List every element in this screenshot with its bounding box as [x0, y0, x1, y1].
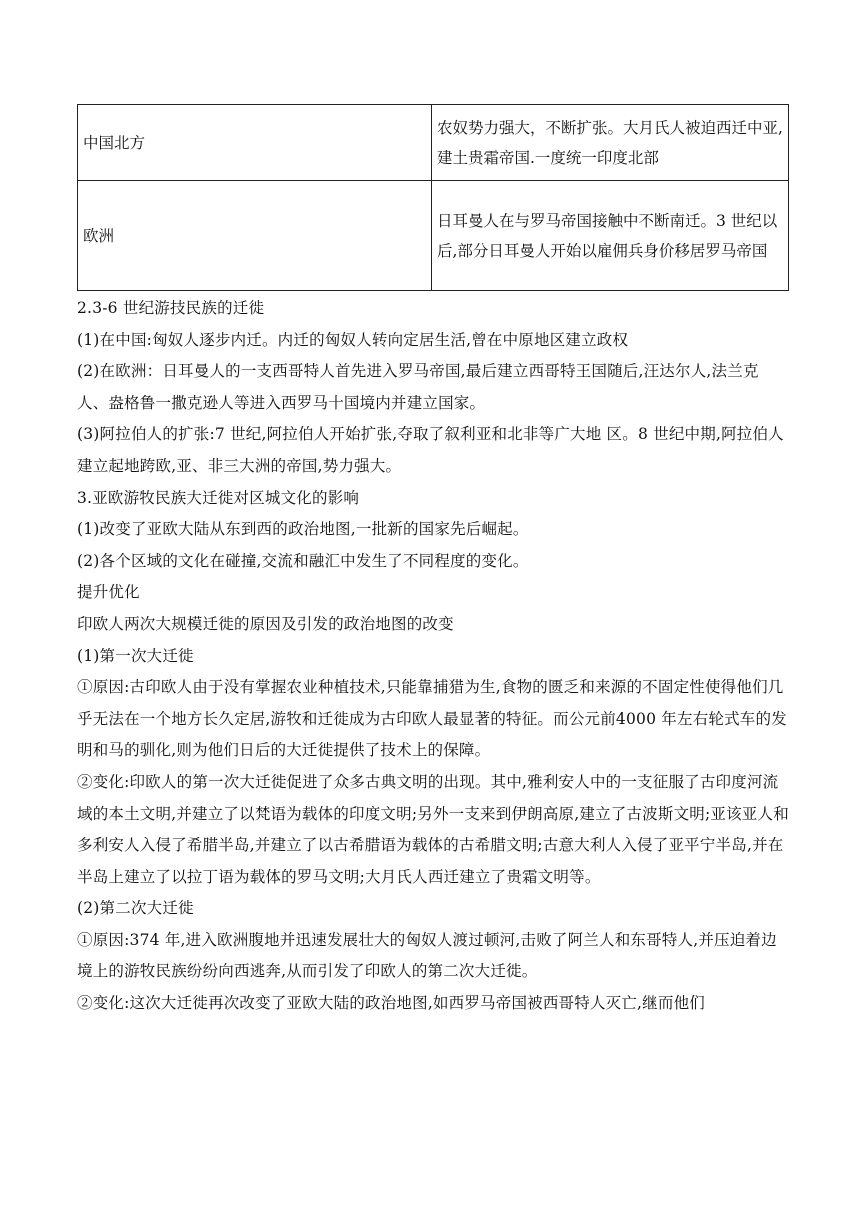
paragraph: (1)在中国:匈奴人逐步内迁。内迁的匈奴人转向定居生活,曾在中原地区建立政权	[77, 330, 629, 349]
paragraph: ②变化:这次大迁徙再次改变了亚欧大陆的政治地图,如西罗马帝国被西哥特人灭亡,继而他们	[77, 994, 705, 1013]
paragraph: (2)在欧洲：日耳曼人的一支西哥特人首先进入罗马帝国,最后建立西哥特王国随后,汪达尔人,法兰克人、盎格鲁一撒克逊人等进入西罗马十国境内并建立国家。	[77, 362, 759, 412]
table-cell-region: 中国北方	[78, 105, 432, 181]
document-page	[77, 104, 789, 1020]
paragraph: (3)阿拉伯人的扩张:7 世纪,阿拉伯人开始扩张,夺取了叙利亚和北非等广大地 区。8 世纪中期,阿拉伯人建立起地跨欧,亚、非三大洲的帝国,势力强大。	[77, 425, 784, 475]
table-row	[78, 181, 789, 291]
table-cell-region: 欧洲	[78, 181, 432, 291]
table-row	[78, 105, 789, 181]
body-text	[77, 293, 789, 1020]
paragraph: (2)各个区域的文化在碰撞,交流和融汇中发生了不同程度的变化。	[77, 551, 529, 570]
table-cell-content: 农奴势力强大，不断扩张。大月氏人被迫西迁中亚,建土贵霜帝国.一度统一印度北部	[432, 105, 789, 181]
paragraph: 印欧人两次大规模迁徙的原因及引发的政治地图的改变	[77, 614, 454, 633]
paragraph: ①原因:古印欧人由于没有掌握农业种植技术,只能靠捕猎为生,食物的匮乏和来源的不固定性使得他们几乎无法在一个地方长久定居,游牧和迁徙成为古印欧人最显著的特征。而公元前4000 年左右轮式车的发明和马的驯化,则为他们日后的大迁徙提供了技术上的保障。	[77, 678, 787, 760]
paragraph: ①原因:374 年,进入欧洲腹地并迅速发展壮大的匈奴人渡过顿河,击败了阿兰人和东哥特人,并压迫着边境上的游牧民族纷纷向西逃奔,从而引发了印欧人的第二次大迁徙。	[77, 930, 777, 981]
section-heading: 2.3-6 世纪游技民族的迁徙	[77, 299, 265, 317]
paragraph: ②变化:印欧人的第一次大迁徙促进了众多古典文明的出现。其中,雅利安人中的一支征服了古印度河流域的本土文明,并建立了以梵语为载体的印度文明;另外一支来到伊朗高原,建立了古波斯文明;亚该亚人和多利安人入侵了希腊半岛,并建立了以古希腊语为载体的古希腊文明;古意大利人入侵了亚平宁半岛,并在半岛上建立了以拉丁语为载体的罗马文明;大月氏人西迁建立了贵霜文明等。	[77, 772, 789, 886]
migration-table	[77, 104, 789, 291]
section-heading: 3.亚欧游牧民族大迁徙对区城文化的影响	[77, 488, 360, 507]
section-heading: 提升优化	[77, 583, 140, 602]
paragraph: (1)改变了亚欧大陆从东到西的政治地图,一批新的国家先后崛起。	[77, 520, 529, 539]
table-cell-content: 日耳曼人在与罗马帝国接触中不断南迁。3 世纪以后,部分日耳曼人开始以雇佣兵身价移居罗马帝国	[432, 181, 789, 291]
subsection-heading: (2)第二次大迁徙	[77, 899, 194, 918]
subsection-heading: (1)第一次大迁徙	[77, 646, 194, 665]
